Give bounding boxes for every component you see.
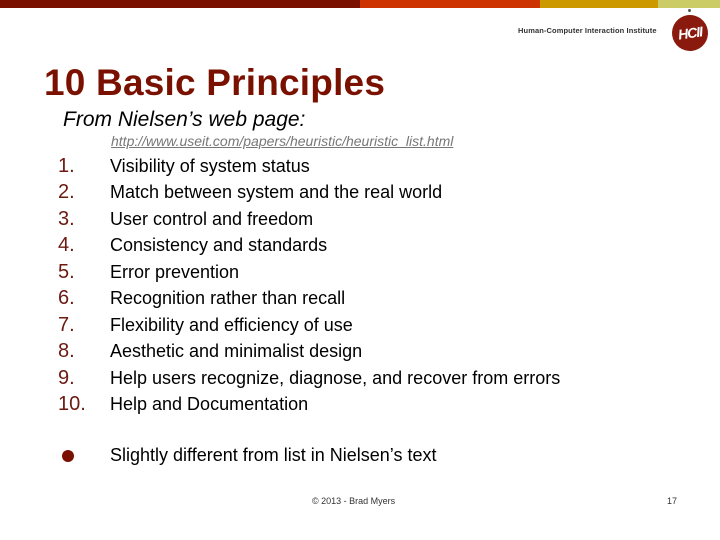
page-number: 17 bbox=[667, 496, 678, 506]
list-text: Flexibility and efficiency of use bbox=[110, 314, 353, 335]
list-text: User control and freedom bbox=[110, 208, 314, 229]
note-bullet-item bbox=[62, 445, 436, 466]
stripe-segment-dark-red bbox=[0, 0, 360, 8]
list-number: 6. bbox=[58, 287, 75, 310]
list-text: Aesthetic and minimalist design bbox=[110, 341, 363, 362]
header-color-stripe bbox=[0, 0, 720, 8]
list-item bbox=[58, 180, 560, 207]
list-number: 9. bbox=[58, 366, 75, 389]
list-number: 1. bbox=[58, 154, 75, 177]
list-item bbox=[58, 206, 560, 233]
list-item bbox=[58, 259, 560, 286]
stripe-segment-orange bbox=[360, 0, 540, 8]
list-item bbox=[58, 339, 560, 366]
list-text: Match between system and the real world bbox=[110, 182, 443, 203]
list-number: 10. bbox=[58, 393, 86, 416]
stripe-segment-khaki bbox=[658, 0, 720, 8]
principles-list bbox=[58, 153, 560, 418]
list-item bbox=[58, 392, 560, 419]
hcii-logo-icon bbox=[670, 13, 711, 54]
slide-subtitle: From Nielsen’s web page: bbox=[63, 108, 306, 131]
list-text: Help users recognize, diagnose, and recover from errors bbox=[110, 367, 561, 388]
list-number: 8. bbox=[58, 340, 75, 363]
list-text: Recognition rather than recall bbox=[110, 288, 346, 309]
list-number: 2. bbox=[58, 181, 75, 204]
bullet-icon bbox=[62, 450, 74, 462]
list-text: Error prevention bbox=[110, 261, 240, 282]
list-item bbox=[58, 286, 560, 313]
list-text: Consistency and standards bbox=[110, 235, 328, 256]
institute-name: Human-Computer Interaction Institute bbox=[518, 26, 657, 35]
source-url-link[interactable]: http://www.useit.com/papers/heuristic/heuristic_list.html bbox=[111, 133, 454, 149]
list-number: 7. bbox=[58, 313, 75, 336]
footer-copyright: © 2013 - Brad Myers bbox=[312, 496, 396, 506]
slide-title: 10 Basic Principles bbox=[44, 62, 386, 103]
list-number: 3. bbox=[58, 207, 75, 230]
list-item bbox=[58, 312, 560, 339]
list-item bbox=[58, 365, 560, 392]
list-number: 5. bbox=[58, 260, 75, 283]
logo-dot bbox=[688, 9, 691, 12]
list-text: Visibility of system status bbox=[110, 155, 310, 176]
note-text: Slightly different from list in Nielsen’s text bbox=[110, 445, 437, 465]
list-item bbox=[58, 153, 560, 180]
list-number: 4. bbox=[58, 234, 75, 257]
list-text: Help and Documentation bbox=[110, 394, 309, 415]
logo-text: HCII bbox=[677, 23, 703, 43]
list-item bbox=[58, 233, 560, 260]
stripe-segment-gold bbox=[540, 0, 658, 8]
